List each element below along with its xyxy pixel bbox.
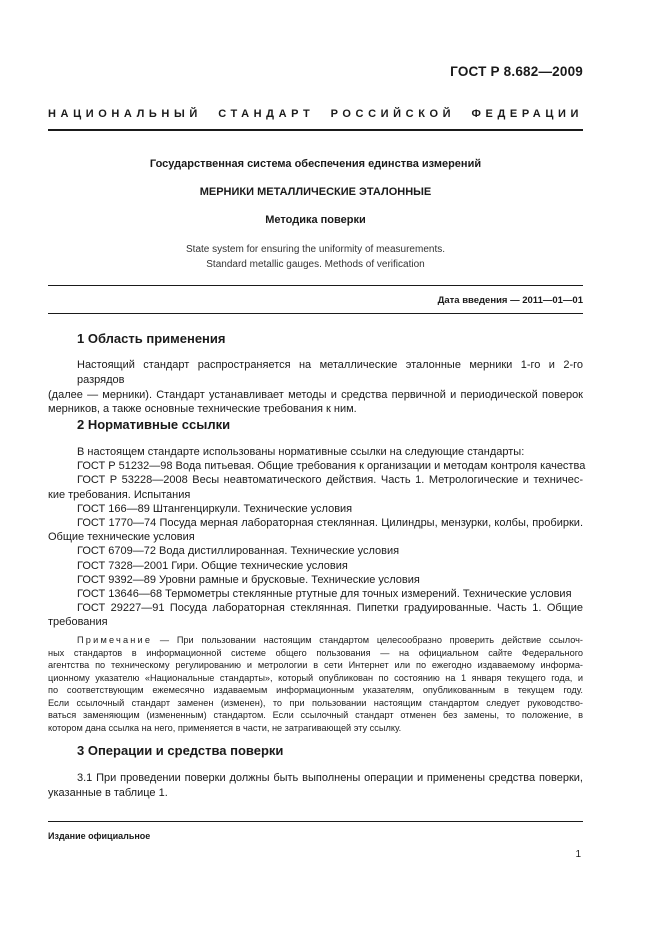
header-rule	[48, 129, 583, 131]
text-line: указанные в таблице 1.	[48, 786, 168, 799]
reference-item: ГОСТ 166—89 Штангенциркули. Технические условия	[77, 502, 353, 515]
date-rule	[48, 313, 583, 314]
reference-item-continuation: Общие технические условия	[48, 531, 195, 544]
section-3-text	[48, 771, 583, 801]
footer-rule	[48, 821, 583, 822]
note-line	[48, 634, 583, 647]
english-title-line-2: Standard metallic gauges. Methods of verification	[206, 259, 425, 270]
effective-date: Дата введения — 2011—01—01	[437, 295, 583, 306]
note-text: — При пользовании настоящим стандартом целесообразно проверить действие ссылоч-	[152, 635, 583, 645]
reference-item: ГОСТ 9392—89 Уровни рамные и брусковые. Технические условия	[77, 573, 420, 586]
national-standard-banner: НАЦИОНАЛЬНЫЙ СТАНДАРТ РОССИЙСКОЙ ФЕДЕРАЦИИ	[48, 108, 583, 120]
note-line: агентства по техническому регулированию и метрологии в сети Интернет или по ежегодно издаваемому информа-	[48, 660, 583, 670]
reference-item: ГОСТ 13646—68 Термометры стеклянные ртутные для точных измерений. Технические условия	[77, 588, 572, 601]
system-title: Государственная система обеспечения единства измерений	[149, 158, 482, 170]
note-block	[48, 634, 583, 734]
reference-item: ГОСТ 29227—91 Посуда лабораторная стеклянная. Пипетки градуированные. Часть 1. Общие	[77, 602, 583, 615]
section-1-text	[48, 358, 583, 417]
section-3-heading: 3 Операции и средства поверки	[77, 743, 284, 758]
note-line: Если ссылочный стандарт заменен (изменен), то при пользовании настоящим стандартом следует руководство-	[48, 697, 583, 708]
note-line: ных стандартов в информационной системе общего пользования — на официальном сайте Федерального	[48, 647, 583, 658]
normative-references	[48, 445, 586, 630]
reference-item: ГОСТ 7328—2001 Гири. Общие технические условия	[77, 559, 348, 572]
text-line: 3.1 При проведении поверки должны быть выполнены операции и применены средства поверки,	[77, 772, 583, 784]
note-line: котором дана ссылка на него, применяется в части, не затрагивающей эту ссылку.	[48, 722, 402, 733]
official-edition-label: Издание официальное	[48, 831, 151, 841]
english-title-line-1: State system for ensuring the uniformity of measurements.	[186, 244, 445, 255]
note-label: Примечание	[77, 635, 153, 645]
reference-item: ГОСТ 1770—74 Посуда мерная лабораторная стеклянная. Цилиндры, мензурки, колбы, пробирки.	[77, 517, 583, 530]
text-line: Настоящий стандарт распространяется на металлические эталонные мерники 1-го и 2-го разрядов	[77, 359, 583, 386]
note-line: ваться заменяющим (измененным) стандартом. Если ссылочный стандарт отменен без замены, то положение, в	[48, 710, 583, 720]
note-line: ционному указателю «Национальные стандарты», который опубликован по состоянию на 1 января текущего года, и	[48, 672, 583, 683]
page-number: 1	[575, 849, 581, 860]
note-line: по соответствующим ежемесячно издаваемым информационным указателям, опубликованным в текущем году.	[48, 685, 583, 695]
text-line: (далее — мерники). Стандарт устанавливает методы и средства первичной и периодической поверок	[48, 388, 583, 401]
reference-item: ГОСТ Р 51232—98 Вода питьевая. Общие требования к организации и методам контроля качества	[77, 460, 586, 473]
english-title	[48, 242, 583, 272]
document-title: МЕРНИКИ МЕТАЛЛИЧЕСКИЕ ЭТАЛОННЫЕ	[199, 186, 432, 198]
document-subtitle: Методика поверки	[265, 214, 366, 226]
section-2-heading: 2 Нормативные ссылки	[77, 417, 231, 432]
reference-item: ГОСТ 6709—72 Вода дистиллированная. Технические условия	[77, 545, 400, 558]
section-1-heading: 1 Область применения	[77, 331, 226, 346]
reference-item-continuation: кие требования. Испытания	[48, 488, 191, 501]
text-line: мерников, а также основные технические требования к ним.	[48, 403, 357, 416]
reference-item-continuation: требования	[48, 616, 108, 629]
standard-code: ГОСТ Р 8.682—2009	[450, 64, 583, 79]
reference-item: ГОСТ Р 53228—2008 Весы неавтоматического действия. Часть 1. Метрологические и техничес-	[77, 474, 583, 487]
references-intro: В настоящем стандарте использованы нормативные ссылки на следующие стандарты:	[77, 446, 525, 458]
title-rule	[48, 285, 583, 286]
